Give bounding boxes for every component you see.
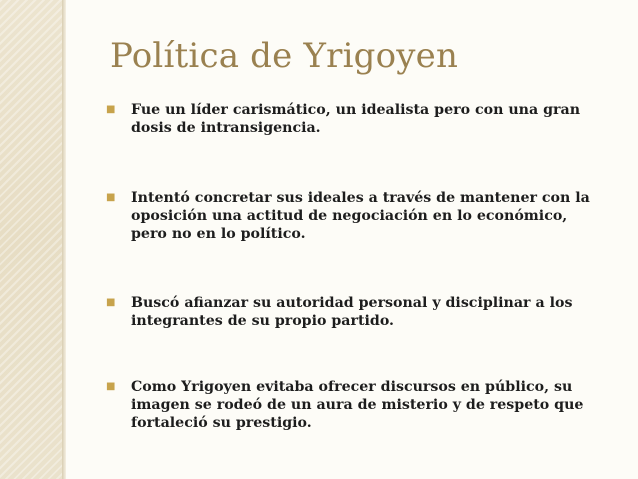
bullet-item: [106, 378, 606, 432]
square-bullet-icon: ■: [106, 381, 116, 392]
bullet-item: [106, 101, 606, 137]
decorative-sidebar: [0, 0, 62, 479]
slide-title: Política de Yrigoyen: [110, 36, 459, 76]
bullet-text: Como Yrigoyen evitaba ofrecer discursos en público, su imagen se rodeó de un aura de misterio y de respeto que fortaleció su prestigio.: [131, 379, 584, 431]
square-bullet-icon: ■: [106, 297, 116, 308]
bullet-text: Buscó afianzar su autoridad personal y disciplinar a los integrantes de su propio partido.: [131, 295, 573, 329]
bullet-text: Fue un líder carismático, un idealista pero con una gran dosis de intransigencia.: [131, 102, 581, 136]
square-bullet-icon: ■: [106, 104, 116, 115]
sidebar-edge: [62, 0, 66, 479]
bullet-text: Intentó concretar sus ideales a través de mantener con la oposición una actitud de negociación en lo económico, pero no en lo político.: [131, 190, 590, 242]
bullet-item: [106, 189, 606, 243]
bullet-item: [106, 294, 606, 330]
square-bullet-icon: ■: [106, 192, 116, 203]
